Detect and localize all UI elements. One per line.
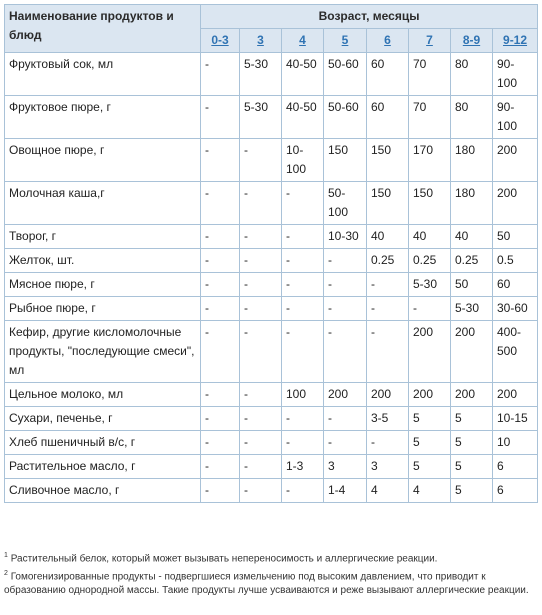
- amount-cell: 200: [451, 383, 493, 407]
- amount-cell: 6: [493, 455, 538, 479]
- footnote-mark: 1: [4, 552, 8, 559]
- amount-cell: 170: [409, 139, 451, 182]
- table-row: [5, 297, 538, 321]
- product-name-cell: Молочная каша,г: [5, 182, 201, 225]
- amount-cell: 150: [324, 139, 367, 182]
- amount-cell: 200: [451, 321, 493, 383]
- footnote-text: Гомогенизированные продукты - подвергшиеся измельчению под высоким давлением, что приводит к образованию однородной массы. Такие продукты лучше усваиваются и реже вызывают аллергические реакции.: [4, 571, 529, 596]
- amount-cell: -: [282, 249, 324, 273]
- amount-cell: -: [282, 321, 324, 383]
- amount-cell: 10-30: [324, 225, 367, 249]
- amount-cell: 5-30: [451, 297, 493, 321]
- amount-cell: 50: [451, 273, 493, 297]
- age-column-header: [201, 29, 240, 53]
- product-name-cell: Овощное пюре, г: [5, 139, 201, 182]
- amount-cell: 1-3: [282, 455, 324, 479]
- product-name-cell: Растительное масло, г: [5, 455, 201, 479]
- amount-cell: 3: [324, 455, 367, 479]
- amount-cell: 200: [324, 383, 367, 407]
- feeding-table: [4, 4, 538, 503]
- amount-cell: -: [240, 407, 282, 431]
- amount-cell: 10-15: [493, 407, 538, 431]
- amount-cell: 3-5: [367, 407, 409, 431]
- amount-cell: 80: [451, 96, 493, 139]
- amount-cell: -: [201, 53, 240, 96]
- amount-cell: -: [240, 455, 282, 479]
- amount-cell: 40: [451, 225, 493, 249]
- amount-cell: 30-60: [493, 297, 538, 321]
- table-row: [5, 431, 538, 455]
- table-row: [5, 321, 538, 383]
- product-name-cell: Кефир, другие кисломолочные продукты, "последующие смеси", мл: [5, 321, 201, 383]
- amount-cell: 50-60: [324, 96, 367, 139]
- amount-cell: 5-30: [240, 53, 282, 96]
- amount-cell: 90-100: [493, 53, 538, 96]
- age-column-link[interactable]: 9-12: [503, 33, 528, 47]
- amount-cell: -: [201, 139, 240, 182]
- age-column-link[interactable]: 7: [426, 33, 433, 47]
- amount-cell: -: [240, 321, 282, 383]
- table-row: [5, 249, 538, 273]
- amount-cell: 5: [409, 407, 451, 431]
- product-name-cell: Цельное молоко, мл: [5, 383, 201, 407]
- footnote: [4, 549, 538, 565]
- amount-cell: 100: [282, 383, 324, 407]
- age-column-link[interactable]: 3: [257, 33, 264, 47]
- amount-cell: 60: [493, 273, 538, 297]
- amount-cell: 150: [409, 182, 451, 225]
- amount-cell: -: [324, 273, 367, 297]
- amount-cell: 5-30: [240, 96, 282, 139]
- table-row: [5, 479, 538, 503]
- table-row: [5, 96, 538, 139]
- table-row: [5, 225, 538, 249]
- amount-cell: 150: [367, 139, 409, 182]
- amount-cell: -: [240, 383, 282, 407]
- amount-cell: -: [201, 225, 240, 249]
- product-name-cell: Фруктовый сок, мл: [5, 53, 201, 96]
- table-row: [5, 139, 538, 182]
- amount-cell: 200: [493, 182, 538, 225]
- amount-cell: -: [240, 249, 282, 273]
- amount-cell: -: [282, 431, 324, 455]
- amount-cell: 0.5: [493, 249, 538, 273]
- amount-cell: -: [201, 407, 240, 431]
- amount-cell: -: [324, 407, 367, 431]
- amount-cell: -: [201, 455, 240, 479]
- amount-cell: -: [240, 431, 282, 455]
- amount-cell: -: [367, 297, 409, 321]
- amount-cell: -: [201, 321, 240, 383]
- amount-cell: -: [367, 321, 409, 383]
- amount-cell: 50-100: [324, 182, 367, 225]
- amount-cell: -: [324, 321, 367, 383]
- product-name-cell: Сухари, печенье, г: [5, 407, 201, 431]
- amount-cell: -: [240, 182, 282, 225]
- amount-cell: 5: [451, 455, 493, 479]
- amount-cell: 5: [451, 407, 493, 431]
- product-name-cell: Творог, г: [5, 225, 201, 249]
- product-name-cell: Фруктовое пюре, г: [5, 96, 201, 139]
- footnotes: [4, 549, 538, 599]
- amount-cell: 200: [493, 383, 538, 407]
- table-row: [5, 383, 538, 407]
- amount-cell: -: [201, 182, 240, 225]
- amount-cell: -: [324, 431, 367, 455]
- amount-cell: 10-100: [282, 139, 324, 182]
- amount-cell: 40-50: [282, 96, 324, 139]
- age-column-header: [451, 29, 493, 53]
- age-column-link[interactable]: 5: [341, 33, 349, 47]
- product-name-cell: Мясное пюре, г: [5, 273, 201, 297]
- product-name-cell: Рыбное пюре, г: [5, 297, 201, 321]
- age-column-link[interactable]: 6: [384, 33, 391, 47]
- footnote: [4, 567, 538, 596]
- amount-cell: 60: [367, 96, 409, 139]
- amount-cell: 5: [409, 431, 451, 455]
- amount-cell: -: [240, 297, 282, 321]
- product-name-cell: Сливочное масло, г: [5, 479, 201, 503]
- amount-cell: 0.25: [367, 249, 409, 273]
- product-column-header: Наименование продуктов и блюд: [5, 5, 201, 53]
- amount-cell: 200: [493, 139, 538, 182]
- age-column-header: [324, 29, 367, 53]
- amount-cell: -: [367, 431, 409, 455]
- amount-cell: 6: [493, 479, 538, 503]
- amount-cell: -: [367, 273, 409, 297]
- amount-cell: -: [282, 407, 324, 431]
- amount-cell: 40: [367, 225, 409, 249]
- amount-cell: 50: [493, 225, 538, 249]
- amount-cell: 3: [367, 455, 409, 479]
- amount-cell: 50-60: [324, 53, 367, 96]
- amount-cell: 150: [367, 182, 409, 225]
- amount-cell: 90-100: [493, 96, 538, 139]
- header-row-1: [5, 5, 538, 29]
- product-name-cell: Хлеб пшеничный в/с, г: [5, 431, 201, 455]
- table-row: [5, 182, 538, 225]
- product-name-cell: Желток, шт.: [5, 249, 201, 273]
- amount-cell: 4: [367, 479, 409, 503]
- table-row: [5, 53, 538, 96]
- amount-cell: 200: [409, 383, 451, 407]
- amount-cell: 1-4: [324, 479, 367, 503]
- amount-cell: 200: [409, 321, 451, 383]
- amount-cell: -: [201, 273, 240, 297]
- table-row: [5, 407, 538, 431]
- table-body: [5, 53, 538, 503]
- amount-cell: 40: [409, 225, 451, 249]
- amount-cell: -: [240, 225, 282, 249]
- amount-cell: -: [240, 479, 282, 503]
- amount-cell: -: [409, 297, 451, 321]
- amount-cell: -: [201, 297, 240, 321]
- age-column-header: [240, 29, 282, 53]
- amount-cell: -: [201, 96, 240, 139]
- amount-cell: -: [201, 383, 240, 407]
- table-row: [5, 273, 538, 297]
- amount-cell: -: [324, 249, 367, 273]
- amount-cell: -: [282, 273, 324, 297]
- amount-cell: 180: [451, 139, 493, 182]
- age-column-header: [282, 29, 324, 53]
- footnote-mark: 2: [4, 570, 8, 578]
- amount-cell: -: [282, 479, 324, 503]
- amount-cell: 5: [409, 455, 451, 479]
- table-row: [5, 455, 538, 479]
- amount-cell: -: [201, 479, 240, 503]
- age-group-header: Возраст, месяцы: [201, 5, 538, 29]
- amount-cell: 5: [451, 431, 493, 455]
- amount-cell: 10: [493, 431, 538, 455]
- amount-cell: 180: [451, 182, 493, 225]
- age-column-header: [367, 29, 409, 53]
- amount-cell: 70: [409, 96, 451, 139]
- amount-cell: 0.25: [409, 249, 451, 273]
- amount-cell: -: [282, 225, 324, 249]
- amount-cell: 400-500: [493, 321, 538, 383]
- amount-cell: -: [201, 249, 240, 273]
- amount-cell: -: [240, 139, 282, 182]
- amount-cell: 60: [367, 53, 409, 96]
- age-column-header: [409, 29, 451, 53]
- amount-cell: 40-50: [282, 53, 324, 96]
- amount-cell: -: [201, 431, 240, 455]
- amount-cell: 200: [367, 383, 409, 407]
- amount-cell: 80: [451, 53, 493, 96]
- amount-cell: -: [240, 273, 282, 297]
- amount-cell: 0.25: [451, 249, 493, 273]
- amount-cell: 5: [451, 479, 493, 503]
- age-column-header: [493, 29, 538, 53]
- age-column-link[interactable]: 8-9: [462, 33, 481, 47]
- amount-cell: 4: [409, 479, 451, 503]
- amount-cell: -: [282, 182, 324, 225]
- footnote-text: Растительный белок, который может вызывать непереносимость и аллергические реакции.: [10, 553, 438, 565]
- age-column-link[interactable]: 4: [299, 33, 306, 47]
- amount-cell: 70: [409, 53, 451, 96]
- amount-cell: -: [324, 297, 367, 321]
- amount-cell: -: [282, 297, 324, 321]
- amount-cell: 5-30: [409, 273, 451, 297]
- age-column-link[interactable]: 0-3: [211, 33, 229, 47]
